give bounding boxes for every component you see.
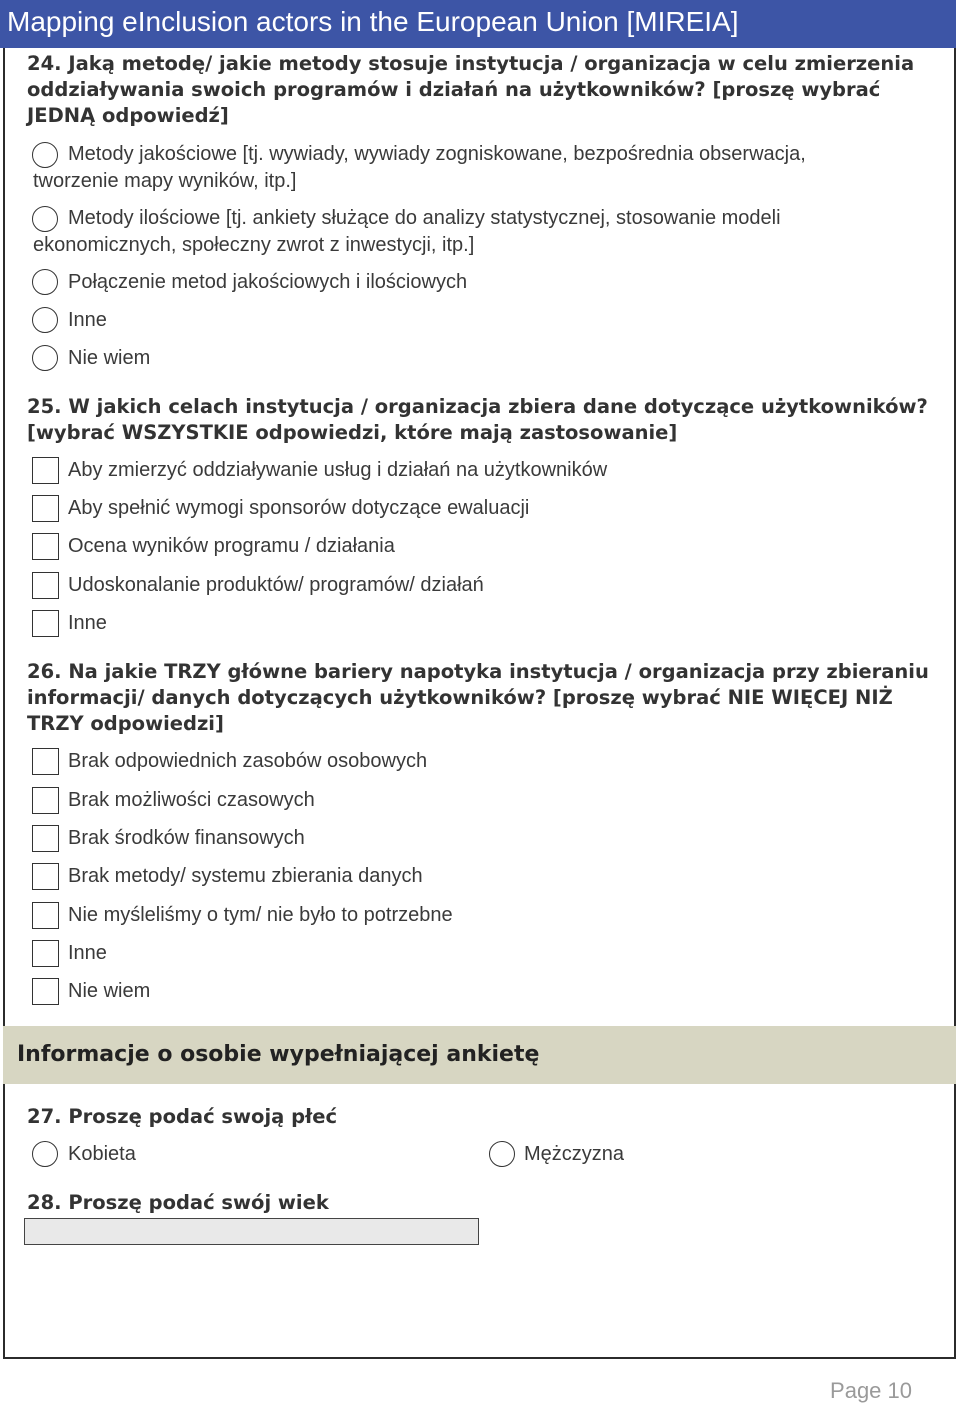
question-25: 25. W jakich celach instytucja / organizacja zbiera dane dotyczące użytkowników? [wybrać WSZYSTKIE odpowiedzi, które mają zastosowanie] — [27, 395, 928, 444]
option-label: Kobieta — [68, 1143, 136, 1165]
option-label: Aby spełnić wymogi sponsorów dotyczące ewaluacji — [68, 497, 530, 519]
option-label: Brak odpowiednich zasobów osobowych — [68, 750, 428, 772]
checkbox-q26-3[interactable] — [32, 825, 59, 852]
option-label: Udoskonalanie produktów/ programów/ działań — [68, 574, 484, 596]
question-27: 27. Proszę podać swoją płeć — [27, 1105, 338, 1128]
header-bar — [0, 0, 956, 48]
radio-q24-qualitative[interactable] — [32, 142, 58, 168]
option-label: Inne — [68, 942, 107, 964]
page-number: Page 10 — [830, 1378, 912, 1403]
radio-q27-male[interactable] — [489, 1141, 515, 1167]
age-input[interactable] — [24, 1218, 479, 1245]
document-title: Mapping eInclusion actors in the European Union [MIREIA] — [7, 6, 739, 37]
checkbox-q25-5[interactable] — [32, 610, 59, 637]
checkbox-q26-2[interactable] — [32, 787, 59, 814]
option-label: Inne — [68, 309, 107, 331]
option-label: Połączenie metod jakościowych i ilościowych — [68, 271, 468, 293]
checkbox-q25-4[interactable] — [32, 572, 59, 599]
option-label: Mężczyzna — [524, 1143, 625, 1165]
section-title: Informacje o osobie wypełniającej ankietę — [17, 1042, 540, 1067]
option-label: Nie myśleliśmy o tym/ nie było to potrzebne — [68, 904, 453, 926]
option-label: Inne — [68, 612, 107, 634]
checkbox-q26-5[interactable] — [32, 902, 59, 929]
checkbox-q26-7[interactable] — [32, 978, 59, 1005]
option-label: Brak środków finansowych — [68, 827, 305, 849]
checkbox-q26-6[interactable] — [32, 940, 59, 967]
radio-q27-female[interactable] — [32, 1141, 58, 1167]
checkbox-q26-1[interactable] — [32, 748, 59, 775]
option-label-continued: ekonomicznych, społeczny zwrot z inwestycji, itp.] — [33, 234, 475, 256]
radio-q24-other[interactable] — [32, 307, 58, 333]
option-label: Metody jakościowe [tj. wywiady, wywiady zogniskowane, bezpośrednia obserwacja, — [68, 143, 806, 165]
option-label: Aby zmierzyć oddziaływanie usług i działań na użytkowników — [68, 459, 608, 481]
option-label: Nie wiem — [68, 980, 151, 1002]
checkbox-q25-1[interactable] — [32, 457, 59, 484]
option-label-continued: tworzenie mapy wyników, itp.] — [33, 170, 297, 192]
question-28: 28. Proszę podać swój wiek — [27, 1191, 329, 1214]
checkbox-q25-2[interactable] — [32, 495, 59, 522]
section-header — [3, 1026, 956, 1084]
question-24: 24. Jaką metodę/ jakie metody stosuje instytucja / organizacja w celu zmierzenia oddziaływania swoich programów i działań na użytkowników? [proszę wybrać JEDNĄ odpowiedź] — [27, 52, 915, 127]
option-label: Brak możliwości czasowych — [68, 789, 315, 811]
option-label: Metody ilościowe [tj. ankiety służące do analizy statystycznej, stosowanie modeli — [68, 207, 781, 229]
option-label: Ocena wyników programu / działania — [68, 535, 395, 557]
radio-q24-quantitative[interactable] — [32, 206, 58, 232]
option-label: Nie wiem — [68, 347, 151, 369]
checkbox-q26-4[interactable] — [32, 863, 59, 890]
question-26: 26. Na jakie TRZY główne bariery napotyka instytucja / organizacja przy zbieraniu informacji/ danych dotyczących użytkowników? [proszę wybrać NIE WIĘCEJ NIŻ TRZY odpowiedzi] — [27, 660, 929, 735]
option-label: Brak metody/ systemu zbierania danych — [68, 865, 423, 887]
checkbox-q25-3[interactable] — [32, 533, 59, 560]
radio-q24-combined[interactable] — [32, 269, 58, 295]
radio-q24-dont-know[interactable] — [32, 345, 58, 371]
